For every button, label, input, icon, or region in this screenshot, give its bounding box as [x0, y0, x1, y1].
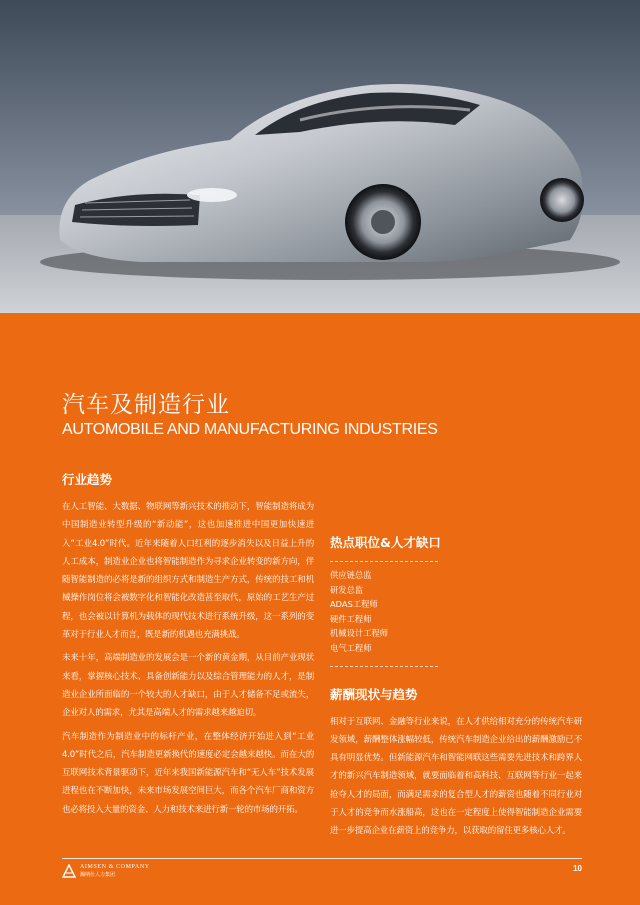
trends-paragraph: 在人工智能、大数据、物联网等新兴技术的推动下，智能制造将成为中国制造业转型升级的“新动能”，这也加速推进中国更加快速进入“工业4.0”时代。近年来随着人口红利的逐步消失以及日益上升的人工成本，制造业企业也将智能制造作为寻求企业转变的新方向，伴随智能制造的必将是新的组织方式和制造生产方式，传统的技工和机械操作岗位将会被数字化和智能化改造甚至取代，原始的工艺生产过程，也会被以计算机为载体的现代技术进行系统升级，这一系列的变革对于行业人才而言，既是新的机遇也充满挑战。 [62, 502, 314, 641]
list-item: 电气工程师 [330, 642, 372, 653]
hot-jobs-heading: 热点职位&人才缺口 [330, 535, 441, 550]
list-item: 供应链总监 [330, 570, 372, 580]
list-item: 机械设计工程师 [330, 628, 389, 639]
divider [330, 666, 438, 667]
salary-paragraph: 相对于互联网、金融等行业来说，在人才供给相对充分的传统汽车研发领域，薪酬整体涨幅较低，传统汽车制造企业给出的薪酬激励已不具有明显优势。但新能源汽车和智能网联这些需要先进技术和跨界人才的新兴汽车制造领域，就要面临着和高科技、互联网等行业一起来抢夺人才的局面，而满足需求的复合型人才的薪资也随着不同行业对于人才的竞争而水涨船高，这也在一定程度上使得智能制造企业需要进一步提高企业在薪资上的竞争力，以获取的留住更多核心人才。 [330, 716, 582, 837]
logo-text-zh: 瀚纳仕人力集团 [80, 872, 116, 878]
trends-paragraph: 未来十年，高端制造业的发展会是一个新的黄金期，从目前产业现状来看，掌握核心技术、具备创新能力以及综合管理能力的人才，是制造业企业所面临的一个较大的人才缺口，由于人才储备不足或流失，企业对人的需求，尤其是高端人才的需求越来越迫切。 [62, 653, 314, 719]
trends-heading: 行业趋势 [62, 472, 113, 487]
page-title: 汽车及制造行业 [62, 392, 230, 418]
logo-text-en: AIMSEN & COMPANY [80, 864, 150, 870]
hot-jobs-list [330, 568, 582, 656]
list-item: 研发总监 [330, 584, 364, 595]
page-number: 10 [573, 864, 582, 873]
trends-section [62, 470, 314, 824]
footer-divider [62, 858, 582, 859]
page-subtitle: AUTOMOBILE AND MANUFACTURING INDUSTRIES [62, 421, 438, 438]
list-item: 硬件工程师 [330, 613, 372, 624]
divider [330, 561, 438, 562]
salary-heading: 薪酬现状与趋势 [330, 686, 418, 702]
logo-mark-icon [62, 864, 76, 878]
hero-image [0, 0, 640, 313]
company-logo [62, 864, 150, 878]
trends-paragraph: 汽车制造作为制造业中的标杆产业，在整体经济开始进入到“工业4.0”时代之后，汽车制造更新换代的速度必定会越来越快。而在大的互联网技术背景驱动下，近年来我国新能源汽车和“无人车”技术发展进程也在不断加快，未来市场发展空间巨大，而各个汽车厂商和资方也必将投入大量的资金、人力和技术来进行新一轮的市场的开拓。 [62, 731, 314, 815]
right-column [330, 533, 582, 846]
list-item: ADAS工程师 [330, 599, 378, 610]
